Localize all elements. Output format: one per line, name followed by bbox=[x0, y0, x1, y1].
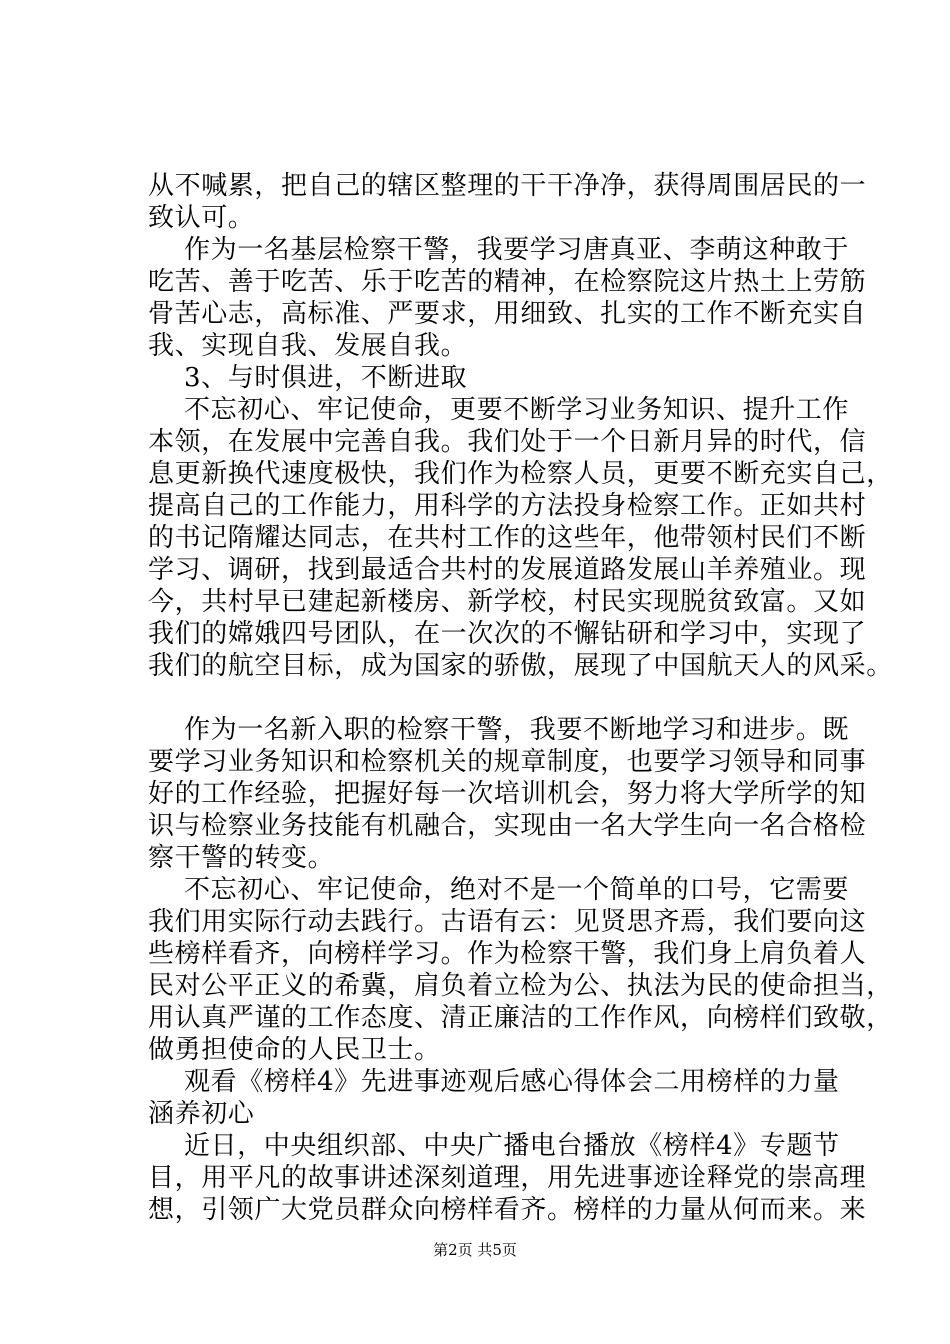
text-line: 做勇担使命的人民卫士。 bbox=[148, 1035, 441, 1065]
text-line: 的书记隋耀达同志，在共村工作的这些年，他带领村民们不断 bbox=[148, 523, 867, 553]
paragraph-start: 不忘初心、牢记使命，绝对不是一个简单的口号，它需要 bbox=[184, 875, 850, 905]
paragraph-gap bbox=[148, 682, 848, 714]
text-line: 致认可。 bbox=[148, 203, 255, 233]
text-line: 我们用实际行动去践行。古语有云：见贤思齐焉，我们要向这 bbox=[148, 907, 867, 937]
paragraph-start: 作为一名基层检察干警，我要学习唐真亚、李萌这种敢于 bbox=[184, 235, 850, 265]
page-number-footer: 第2页 共5页 bbox=[433, 1241, 517, 1259]
text-line: 用认真严谨的工作态度、清正廉洁的工作作风，向榜样们致敬， bbox=[148, 1003, 893, 1033]
text-line: 我、实现自我、发展自我。 bbox=[148, 331, 468, 361]
article-title-continued: 涵养初心 bbox=[148, 1099, 255, 1129]
document-body bbox=[148, 170, 893, 1226]
paragraph-start: 不忘初心、牢记使命，更要不断学习业务知识、提升工作 bbox=[184, 395, 850, 425]
text-line: 学习、调研，找到最适合共村的发展道路发展山羊养殖业。现 bbox=[148, 555, 867, 585]
article-title: 观看《榜样4》先进事迹观后感心得体会二用榜样的力量 bbox=[184, 1067, 840, 1097]
paragraph-start: 近日，中央组织部、中央广播电台播放《榜样4》专题节 bbox=[184, 1131, 840, 1161]
text-line: 骨苦心志，高标准、严要求，用细致、扎实的工作不断充实自 bbox=[148, 299, 867, 329]
text-line: 好的工作经验，把握好每一次培训机会，努力将大学所学的知 bbox=[148, 779, 867, 809]
text-line: 从不喊累，把自己的辖区整理的干干净净，获得周围居民的一 bbox=[148, 171, 867, 201]
paragraph-start: 作为一名新入职的检察干警，我要不断地学习和进步。既 bbox=[184, 715, 850, 745]
text-line: 吃苦、善于吃苦、乐于吃苦的精神，在检察院这片热土上劳筋 bbox=[148, 267, 867, 297]
text-line: 我们的航空目标，成为国家的骄傲，展现了中国航天人的风采。 bbox=[148, 651, 893, 681]
text-line: 些榜样看齐，向榜样学习。作为检察干警，我们身上肩负着人 bbox=[148, 939, 867, 969]
text-line: 我们的嫦娥四号团队，在一次次的不懈钻研和学习中，实现了 bbox=[148, 619, 867, 649]
text-line: 今，共村早已建起新楼房、新学校，村民实现脱贫致富。又如 bbox=[148, 587, 867, 617]
text-line: 本领，在发展中完善自我。我们处于一个日新月异的时代，信 bbox=[148, 427, 867, 457]
text-line: 识与检察业务技能有机融合，实现由一名大学生向一名合格检 bbox=[148, 811, 867, 841]
section-heading: 3、与时俱进，不断进取 bbox=[184, 363, 468, 393]
text-line: 目，用平凡的故事讲述深刻道理，用先进事迹诠释党的崇高理 bbox=[148, 1163, 867, 1193]
text-line: 要学习业务知识和检察机关的规章制度，也要学习领导和同事 bbox=[148, 747, 867, 777]
text-line: 提高自己的工作能力，用科学的方法投身检察工作。正如共村 bbox=[148, 491, 867, 521]
text-line: 察干警的转变。 bbox=[148, 843, 335, 873]
text-line: 息更新换代速度极快，我们作为检察人员，更要不断充实自己， bbox=[148, 459, 893, 489]
text-line: 民对公平正义的希冀，肩负着立检为公、执法为民的使命担当， bbox=[148, 971, 893, 1001]
text-line: 想，引领广大党员群众向榜样看齐。榜样的力量从何而来。来 bbox=[148, 1195, 867, 1225]
